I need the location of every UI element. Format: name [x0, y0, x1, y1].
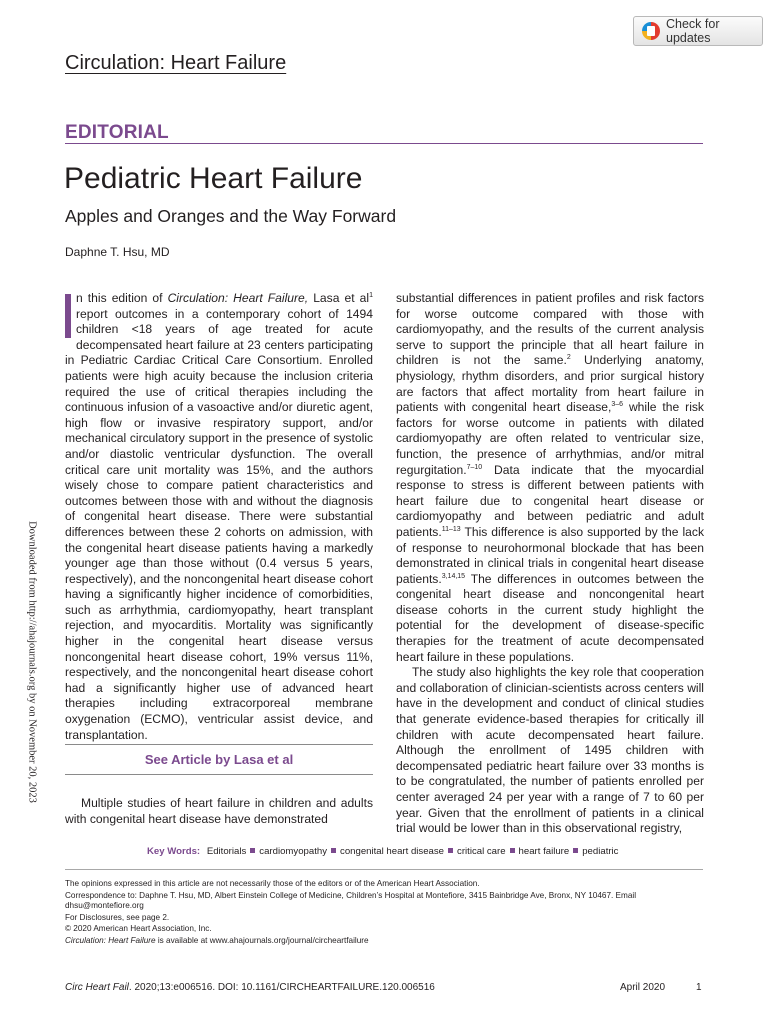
dropcap-bar — [65, 294, 71, 338]
body-text: Data indicate that the myocardial response to stress is different between patients with heart failure due to congenital heart disease or cardiomyopathy and between pediatric and adult patients. — [396, 462, 704, 539]
copyright-note: © 2020 American Heart Association, Inc. — [65, 924, 212, 934]
citation-footer — [65, 982, 435, 993]
keywords-label: Key Words: — [147, 846, 201, 857]
journal-italic: Circulation: Heart Failure, — [167, 291, 309, 305]
check-for-updates-button[interactable] — [633, 16, 763, 46]
keyword-item[interactable]: pediatric — [582, 846, 619, 857]
journal-name-link[interactable]: Circulation: Heart Failure — [65, 52, 287, 74]
body-text: report outcomes in a contemporary cohort of 1494 children <18 years of age treated for acute decompensated heart failure at 23 centers participating in Pediatric Cardiac Critical Care Consortium. Enrolled patients were high acuity because the inclusion criteria required the use of critical therapies including the continuous infusion of a vasoactive and/or diuretic agent, high flow or invasive respiratory support, and/or mechanical circulatory support in the presence of systolic and/or diastolic ventricular dysfunction. The overall critical care unit mortality was 15%, and the authors wisely chose to compare patient characteristics and outcomes between those with and without the diagnosis of congenital heart disease. There were substantial differences between these 2 cohorts on admission, with the congenital heart disease patients having a markedly younger age than those without (0.4 versus 5 years, respectively), and the noncongenital heart disease cohort having a significantly higher incidence of comorbidities, such as arrhythmia, cardiomyopathy, heart transplant rejection, and myocarditis. Mortality was significantly higher in the congenital heart disease versus noncongenital heart disease cohort, 19% versus 11%, respectively, and the noncongenital heart disease cohort had a significantly higher use of advanced heart therapies including extracorporeal membrane oxygenation (ECMO), ventricular assist device, and transplantation. — [65, 306, 373, 742]
keyword-item[interactable]: critical care — [457, 846, 506, 857]
body-text: Underlying anatomy, physiology, rhythm disorders, and prior surgical history are factors that affect mortality from heart failure in patients with congenital heart disease, — [396, 353, 704, 415]
check-for-updates-label: Check for updates — [666, 17, 720, 45]
citation-doi[interactable]: . 2020;13:e006516. DOI: 10.1161/CIRCHEARTFAILURE.120.006516 — [128, 982, 435, 993]
citation-ref[interactable]: 7–10 — [466, 463, 483, 471]
body-text: while the risk factors for worse outcome in patients with dilated cardiomyopathy are often related to ventricular size, function, the presence of arrhythmias, and/or mitral regurgitation. — [396, 400, 704, 477]
see-article-box — [65, 744, 373, 775]
see-article-link[interactable]: See Article by Lasa et al — [144, 752, 294, 767]
citation-ref[interactable]: 3–6 — [611, 401, 624, 409]
citation-ref[interactable]: 1 — [369, 292, 373, 299]
availability-text[interactable]: is available at www.ahajournals.org/journal/circheartfailure — [155, 935, 369, 945]
keywords-line — [147, 846, 618, 857]
keyword-item[interactable]: cardiomyopathy — [259, 846, 328, 857]
journal-italic: Circulation: Heart Failure — [65, 935, 156, 945]
citation-journal: Circ Heart Fail — [65, 982, 129, 993]
article-title: Pediatric Heart Failure — [64, 162, 363, 195]
section-divider — [65, 143, 703, 144]
page-number: 1 — [696, 982, 702, 993]
bullet-square-icon — [573, 848, 578, 853]
crossmark-icon — [642, 22, 660, 40]
body-text: Lasa et al — [308, 291, 370, 305]
body-text: This difference is also supported by the lack of response to neurohormonal blockade that has been demonstrated in clinical trials in congenital heart disease patients. — [396, 524, 704, 586]
body-text: The differences in outcomes between the congenital heart disease and noncongenital heart disease cohorts in the current study highlight the potential for the development of disease-specific therapies for the treatment of acute decompensated heart failure in these populations. — [396, 571, 704, 664]
body-text: n this edition of — [76, 291, 168, 305]
correspondence-note: Correspondence to: Daphne T. Hsu, MD, Albert Einstein College of Medicine, Children’s Hospital at Montefiore, 3415 Bainbridge Ave, Bronx, NY 10467. Email dhsu@montefiore.org — [65, 890, 637, 911]
body-paragraph: Multiple studies of heart failure in children and adults with congenital heart disease have demonstrated — [65, 796, 373, 826]
download-note-text: Downloaded from http://ahajournals.org by on November 20, 2023 — [26, 521, 38, 803]
citation-ref[interactable]: 3,14,15 — [441, 572, 466, 580]
availability-note — [65, 936, 705, 947]
citation-ref[interactable]: 2 — [566, 354, 571, 362]
keyword-item[interactable]: congenital heart disease — [340, 846, 445, 857]
bullet-square-icon — [448, 848, 453, 853]
keyword-item[interactable]: heart failure — [518, 846, 570, 857]
footnote-divider — [65, 869, 703, 870]
section-label: EDITORIAL — [65, 122, 169, 143]
keyword-item[interactable]: Editorials — [206, 846, 247, 857]
author-name: Daphne T. Hsu, MD — [65, 245, 170, 259]
bullet-square-icon — [250, 848, 255, 853]
footnotes — [65, 879, 705, 948]
body-text: substantial differences in patient profiles and risk factors for worse outcome compared with those with cardiomyopathy, and the results of the current analysis serve to support the principle that all heart failure in children is not the same. — [396, 291, 704, 368]
download-note — [24, 521, 40, 803]
article-subtitle: Apples and Oranges and the Way Forward — [65, 206, 397, 226]
disclosures-note: For Disclosures, see page 2. — [65, 912, 170, 922]
disclaimer-note: The opinions expressed in this article are not necessarily those of the editors or of the American Heart Association. — [65, 879, 480, 888]
citation-ref[interactable]: 11–13 — [441, 525, 461, 533]
bullet-square-icon — [510, 848, 515, 853]
body-paragraph: The study also highlights the key role that cooperation and collaboration of clinician-scientists across centers will have in the development and conduct of clinical studies that generate evidence-based therapies for critically ill children with acute decompensated heart failure. Although the enrollment of 1495 children with decompensated pediatric heart failure over 33 months is to be congratulated, the number of patients enrolled per center averaged 24 per year with a range of 7 to 60 per year. Given that the enrollment of patients in a clinical trial would be lower than in this observational registry, — [396, 665, 704, 836]
right-column — [396, 291, 704, 837]
left-column — [65, 291, 373, 743]
bullet-square-icon — [331, 848, 336, 853]
body-paragraph — [396, 291, 704, 665]
issue-date: April 2020 — [620, 982, 666, 993]
body-paragraph — [65, 291, 373, 743]
left-column-continued — [65, 796, 373, 827]
